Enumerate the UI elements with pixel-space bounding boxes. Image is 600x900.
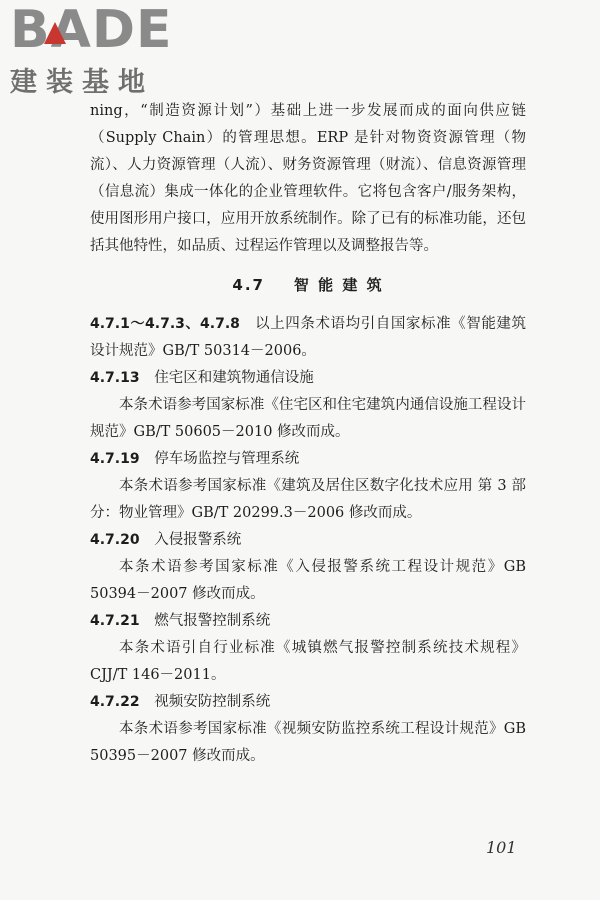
term-heading	[90, 527, 526, 554]
page-content	[90, 98, 526, 770]
term-entry	[90, 689, 526, 770]
term-title: 入侵报警系统	[154, 532, 242, 548]
logo-brand-text: BADE	[10, 0, 173, 60]
term-entry	[90, 608, 526, 689]
term-description: 本条术语参考国家标准《建筑及居住区数字化技术应用 第 3 部分：物业管理》GB/T 20299.3－2006 修改而成。	[90, 478, 526, 521]
term-description: 本条术语参考国家标准《住宅区和住宅建筑内通信设施工程设计规范》GB/T 50605－2010 修改而成。	[90, 397, 526, 440]
term-heading	[90, 689, 526, 716]
term-entry	[90, 527, 526, 608]
term-title: 停车场监控与管理系统	[154, 451, 300, 467]
term-number: 4.7.1～4.7.3、4.7.8	[90, 316, 240, 332]
term-heading	[90, 446, 526, 473]
term-title: 视频安防控制系统	[154, 694, 271, 710]
term-heading	[90, 608, 526, 635]
section-number: 4.7	[232, 276, 265, 294]
term-title: 燃气报警控制系统	[154, 613, 271, 629]
section-heading	[90, 272, 526, 299]
term-number: 4.7.22	[90, 694, 140, 710]
term-entry	[90, 311, 526, 365]
term-description: 本条术语引自行业标准《城镇燃气报警控制系统技术规程》CJJ/T 146－2011。	[90, 640, 526, 683]
term-number: 4.7.21	[90, 613, 140, 629]
term-number: 4.7.20	[90, 532, 140, 548]
term-heading	[90, 365, 526, 392]
term-entry	[90, 365, 526, 446]
section-title: 智 能 建 筑	[293, 276, 384, 294]
brand-logo	[10, 2, 175, 99]
term-title: 住宅区和建筑物通信设施	[154, 370, 314, 386]
page-number: 101	[486, 838, 517, 857]
term-entry	[90, 446, 526, 527]
term-description: 本条术语参考国家标准《入侵报警系统工程设计规范》GB 50394－2007 修改而成。	[90, 559, 526, 602]
term-number: 4.7.13	[90, 370, 140, 386]
intro-paragraph: ning，“制造资源计划”）基础上进一步发展而成的面向供应链（Supply Chain）的管理思想。ERP 是针对物资资源管理（物流）、人力资源管理（人流）、财务资源管理（财流）、信息资源管理（信息流）集成一体化的企业管理软件。它将包含客户/服务架构，使用图形用户接口，应用开放系统制作。除了已有的标准功能，还包括其他特性，如品质、过程运作管理以及调整报告等。	[90, 103, 526, 254]
term-description: 以上四条术语均引自国家标准《智能建筑设计规范》GB/T 50314－2006。	[90, 316, 527, 359]
logo-mark	[10, 2, 175, 58]
term-description: 本条术语参考国家标准《视频安防监控系统工程设计规范》GB 50395－2007 修改而成。	[90, 721, 526, 764]
logo-subtitle: 建装基地	[10, 67, 154, 98]
logo-triangle-icon	[44, 22, 66, 44]
term-number: 4.7.19	[90, 451, 140, 467]
